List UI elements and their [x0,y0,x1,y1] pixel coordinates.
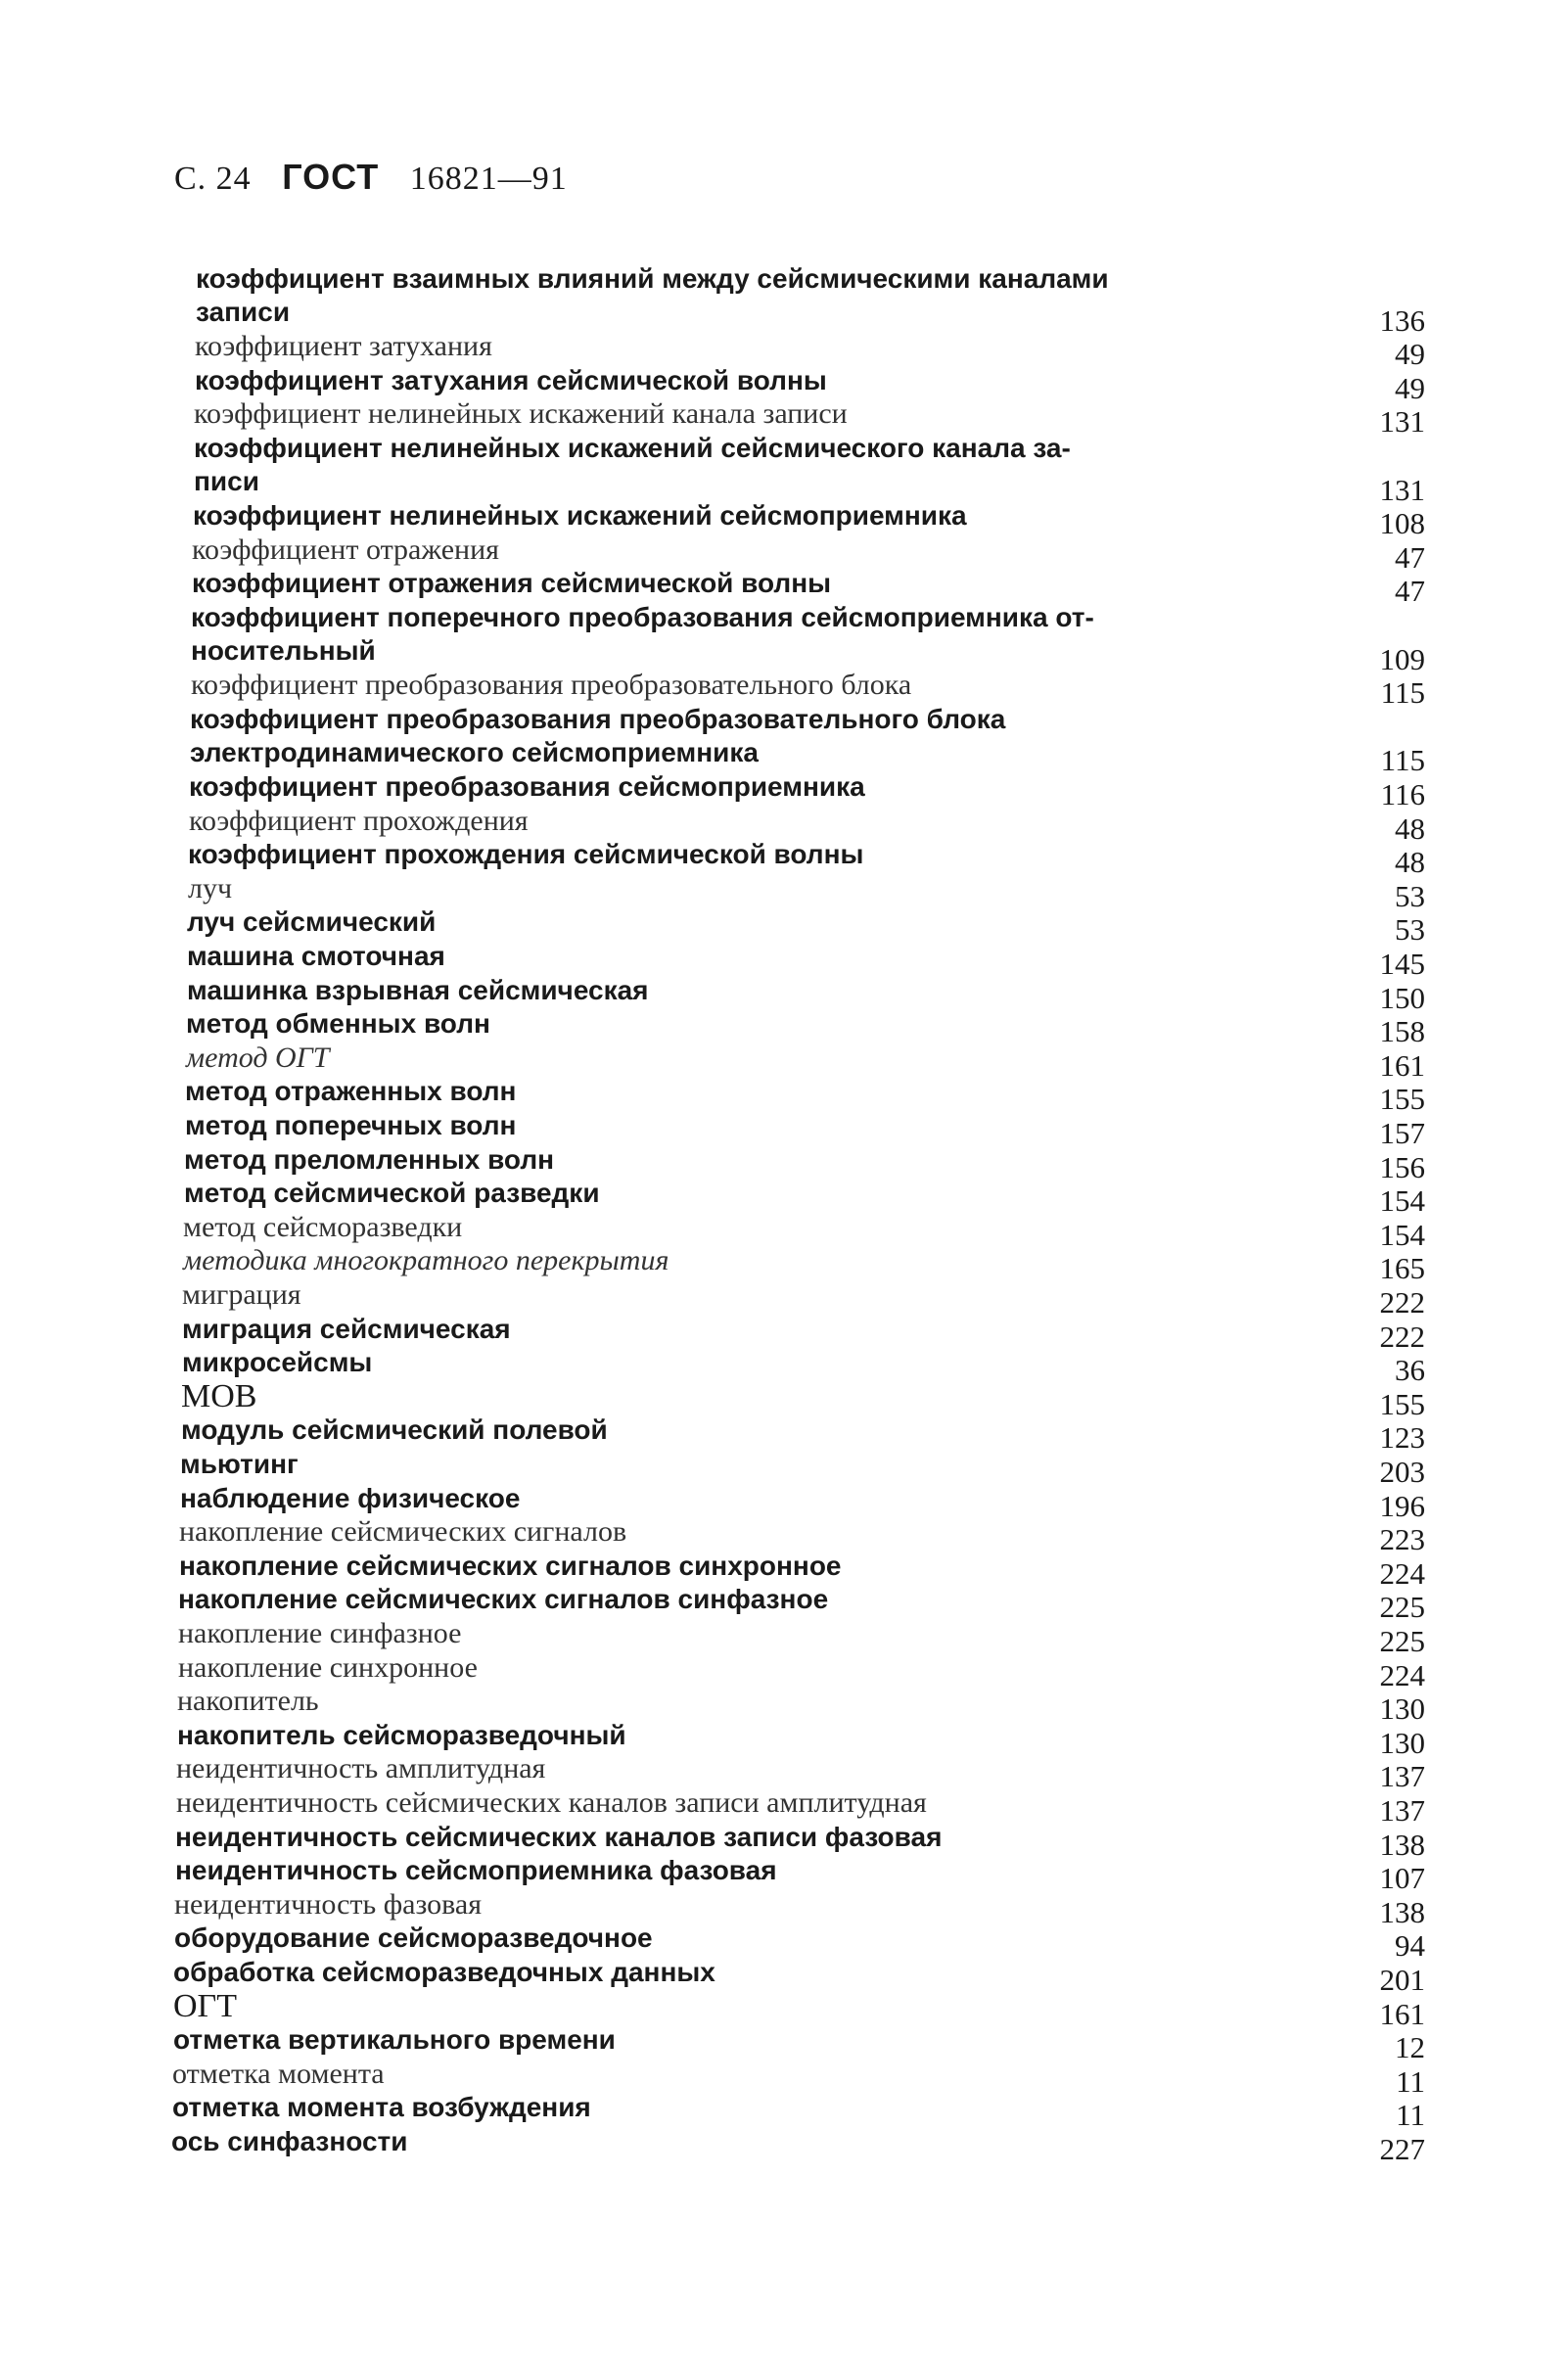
index-term [173,1956,715,1989]
index-term [173,1987,237,2024]
index-term-line: оборудование сейсморазведочное [174,1922,653,1954]
index-term [194,397,848,431]
index-term-line: неидентичность фазовая [174,1887,483,1921]
index-page-ref: 161 [1379,1047,1425,1083]
index-page-ref: 12 [1395,2030,1425,2065]
index-term-line: мьютинг [180,1449,299,1479]
index-term-line: коэффициент прохождения [189,804,529,837]
index-term-line: накопление сейсмических сигналов синхронное [179,1550,842,1581]
index-term-line: метод ОГТ [186,1041,330,1074]
index-page-ref: 48 [1395,810,1425,846]
index-page-ref: 49 [1395,370,1425,405]
index-page-ref: 154 [1379,1183,1425,1219]
index-term [188,838,863,871]
index-page-ref: 36 [1395,1353,1425,1388]
index-page-ref: 196 [1379,1488,1425,1523]
index-page-ref: 150 [1379,980,1425,1015]
index-term [190,703,1272,769]
index-page-ref: 158 [1379,1014,1425,1049]
index-page-ref: 47 [1395,539,1425,575]
index-term-line: накопитель сейсморазведочный [177,1719,626,1750]
index-term [187,905,436,939]
index-term [185,1075,516,1108]
index-page-ref: 201 [1379,1963,1425,1997]
index-term-line: коэффициент преобразования сейсмоприемника [189,771,865,802]
index-term [177,1719,626,1752]
standard-number: 16821—91 [409,161,568,197]
index-term [174,1922,653,1955]
index-term [184,1177,600,1210]
index-term [177,1685,319,1718]
index-term [172,2091,591,2124]
index-term-line: наблюдение физическое [180,1482,521,1513]
index-page-ref: 145 [1379,947,1425,981]
index-page-ref: 137 [1379,1759,1425,1794]
index-page-ref: 53 [1395,912,1425,948]
index-term-line: метод поперечных волн [185,1110,517,1140]
index-page-ref: 49 [1395,337,1425,372]
index-page-ref: 11 [1396,2063,1425,2099]
index-term-line: машинка взрывная сейсмическая [187,974,649,1005]
index-page-ref: 224 [1379,1657,1425,1692]
index-term-line: метод обменных волн [186,1008,490,1040]
index-term-line: модуль сейсмический полевой [181,1414,608,1446]
index-page-ref: 165 [1379,1251,1425,1286]
index-term [186,1042,329,1075]
index-page-ref: 11 [1396,2098,1425,2133]
index-term-line: носительный [191,635,376,666]
index-term [171,2125,407,2158]
index-term-line: неидентичность сейсмических каналов записи амплитудная [176,1786,927,1819]
page-number: С. 24 [174,161,252,197]
index-term [196,262,1272,329]
index-term-line: отметка момента возбуждения [172,2092,591,2123]
index-term [178,1617,461,1650]
index-term [175,1854,777,1887]
index-page-ref: 109 [1379,641,1425,676]
index-term-line: писи [194,466,259,496]
index-term-line: метод преломленных волн [184,1143,555,1175]
index-term [182,1313,511,1346]
index-term [180,1448,299,1481]
index-term-line: коэффициент взаимных влияний между сейсмическими каналами [196,263,1109,294]
index-term-line: МОВ [181,1377,257,1414]
index-term-line: отметка момента [172,2057,385,2090]
index-page-ref: 203 [1379,1455,1425,1489]
index-page-ref: 115 [1380,743,1425,778]
index-term-line: накопление синхронное [178,1650,478,1684]
index-term [195,364,827,397]
index-term [188,872,232,905]
index-term-line: коэффициент преобразования преобразовательного блока [191,669,912,702]
index-page-ref: 225 [1379,1624,1425,1658]
index-term-line: коэффициент поперечного преобразования сейсмоприемника от- [191,602,1094,632]
index-page-ref: 161 [1379,1996,1425,2031]
index-page-ref: 138 [1379,1827,1425,1862]
index-term [189,770,865,804]
index-term [191,669,911,702]
index-page-ref: 222 [1379,1319,1425,1354]
index-page-ref: 47 [1395,574,1425,609]
index-term [189,805,529,838]
index-term [192,567,831,600]
index-page-ref: 131 [1379,472,1425,507]
index-term [179,1550,842,1583]
index-term-line: обработка сейсморазведочных данных [173,1957,715,1987]
index-page-ref: 227 [1379,2132,1425,2166]
index-term-line: коэффициент преобразования преобразовательного блока [190,703,1006,734]
index-term [181,1377,257,1414]
index-term [172,2058,385,2091]
index-term-line: накопление синфазное [178,1617,462,1649]
index-page-ref: 136 [1379,302,1425,338]
index-term-line: методика многократного перекрытия [183,1244,669,1277]
index-page-ref: 131 [1379,404,1425,440]
index-page-ref: 154 [1379,1217,1425,1252]
index-term-line: коэффициент затухания сейсмической волны [195,364,827,395]
index-term [179,1515,626,1549]
index-page-ref: 123 [1379,1420,1425,1456]
index-page-ref: 155 [1379,1082,1425,1117]
index-page-ref: 130 [1379,1691,1425,1727]
index-term [174,1888,482,1922]
index-term-line: метод отраженных волн [185,1076,517,1107]
index-term [192,533,499,567]
index-term [182,1346,372,1379]
index-term-line: неидентичность сейсмических каналов записи фазовая [175,1821,943,1852]
index-term-line: неидентичность амплитудная [176,1752,546,1785]
index-term [178,1651,478,1685]
index-term [180,1482,520,1515]
index-page-ref: 107 [1379,1861,1425,1896]
index-term-line: миграция [182,1278,301,1311]
index-term-line: коэффициент отражения [192,533,499,566]
index-page-ref: 223 [1379,1522,1425,1557]
index-page-ref: 157 [1379,1116,1425,1150]
index-term [187,940,445,973]
index-term [183,1211,462,1244]
index-page-ref: 138 [1379,1894,1425,1929]
index-term [176,1786,927,1820]
index-page-ref: 224 [1379,1555,1425,1591]
index-term-line: ОГТ [173,1987,237,2024]
index-term [185,1109,516,1142]
index-term [184,1143,554,1177]
index-page-ref: 48 [1395,845,1425,880]
index-term-line: метод сейсморазведки [183,1210,463,1243]
index-page-ref: 156 [1379,1149,1425,1184]
index-term [178,1583,828,1616]
index-term-line: коэффициент затухания [195,330,492,363]
index-term-line: электродинамического сейсмоприемника [190,736,759,767]
index-term [186,1007,490,1041]
index-term [173,2023,616,2057]
index-page-ref: 155 [1379,1386,1425,1421]
index-page-ref: 130 [1379,1725,1425,1760]
index-term-line: накопитель [177,1685,319,1718]
index-term-line: коэффициент прохождения сейсмической волны [188,839,864,870]
index-page-ref: 225 [1379,1590,1425,1625]
index-term [195,330,492,363]
index-term-line: машина смоточная [187,941,445,971]
index-term [175,1821,942,1854]
index-term-line: неидентичность сейсмоприемника фазовая [175,1855,777,1886]
index-term [183,1244,669,1277]
index-page-ref: 53 [1395,878,1425,913]
index-page-ref: 222 [1379,1285,1425,1320]
index-term [181,1413,608,1447]
index-page-ref: 116 [1380,777,1425,811]
index-page-ref: 108 [1379,506,1425,541]
index-page-ref: 115 [1380,675,1425,711]
index-term-line: коэффициент отражения сейсмической волны [192,568,832,599]
index-term-line: записи [196,297,291,327]
index-term-line: отметка вертикального времени [173,2024,616,2056]
index-term-line: микросейсмы [182,1347,373,1378]
index-term-line: миграция сейсмическая [182,1313,511,1344]
index-term-line: накопление сейсмических сигналов [179,1515,627,1549]
standard-label: ГОСТ [282,157,380,197]
index-term [193,499,967,533]
index-term-line: коэффициент нелинейных искажений канала записи [194,397,848,431]
index-term [191,601,1272,668]
index-term [194,432,1272,498]
index-term-line: луч [188,871,233,904]
index-term [187,974,649,1007]
index-term [182,1278,301,1312]
index-term-line: луч сейсмический [187,906,437,938]
index-term [176,1752,545,1785]
index-term-line: ось синфазности [171,2126,408,2156]
index-term-line: накопление сейсмических сигналов синфазное [178,1584,829,1615]
index-page-ref: 137 [1379,1793,1425,1828]
index-term-line: метод сейсмической разведки [184,1178,600,1209]
index-page-ref: 94 [1395,1928,1425,1964]
index-term-line: коэффициент нелинейных искажений сейсмического канала за- [194,433,1071,463]
index-term-line: коэффициент нелинейных искажений сейсмоприемника [193,500,967,532]
